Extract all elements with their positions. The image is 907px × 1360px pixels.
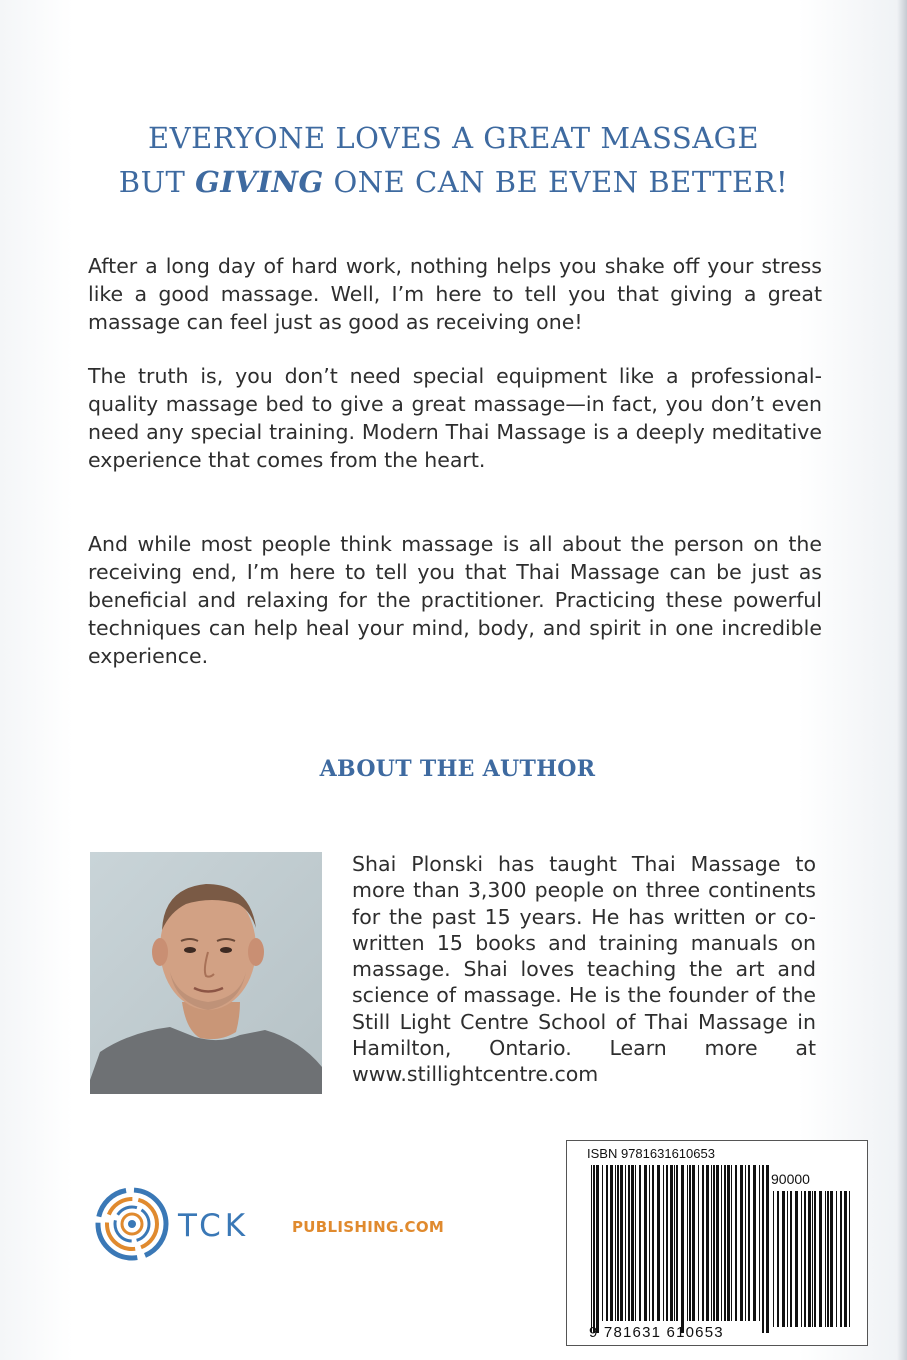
barcode-bar xyxy=(735,1165,737,1321)
author-photo xyxy=(90,852,322,1094)
barcode-bar xyxy=(596,1165,599,1333)
barcode-bar xyxy=(840,1191,842,1327)
barcode-bar xyxy=(657,1165,660,1321)
isbn-label: ISBN 9781631610653 xyxy=(587,1146,715,1161)
barcode-bar xyxy=(620,1165,623,1321)
barcode-bar xyxy=(827,1191,829,1327)
barcode-bar xyxy=(830,1191,833,1327)
barcode-bar xyxy=(795,1191,798,1327)
barcode-bar xyxy=(731,1165,732,1321)
barcode-bar xyxy=(790,1191,792,1327)
barcode-bar xyxy=(698,1165,699,1321)
barcode-bar xyxy=(716,1165,719,1321)
barcode-bar xyxy=(836,1191,837,1327)
spine-shadow xyxy=(897,0,907,1360)
barcode-bar xyxy=(663,1165,664,1321)
barcode-bar xyxy=(674,1165,675,1321)
headline-line-2-end: ONE CAN BE EVEN BETTER! xyxy=(323,165,789,199)
barcode-bar xyxy=(702,1165,704,1321)
barcode-bar xyxy=(631,1165,634,1321)
barcode-bar xyxy=(628,1165,630,1321)
barcode-bar xyxy=(745,1165,746,1321)
about-author-heading: ABOUT THE AUTHOR xyxy=(319,756,596,782)
headline-line-2 xyxy=(0,160,907,204)
price-code: 90000 xyxy=(771,1171,810,1187)
barcode-bar xyxy=(787,1191,788,1327)
barcode-bar xyxy=(812,1191,813,1327)
blurb-paragraph-3: And while most people think massage is all about the person on the receiving end, I’m here to tell you that Thai Massage can be just as beneficial and relaxing for the practitioner. Practicing these powerful techniques can help heal your mind, body, and spirit in one incredible experience. xyxy=(88,532,822,668)
barcode-bar xyxy=(670,1165,673,1321)
barcode-bar xyxy=(649,1165,650,1321)
barcode-bar xyxy=(666,1165,668,1321)
isbn-barcode xyxy=(566,1140,868,1346)
barcode-bar xyxy=(602,1165,603,1321)
barcode-bar xyxy=(606,1165,608,1321)
barcode-bar xyxy=(639,1165,641,1321)
barcode-bar xyxy=(593,1165,595,1333)
barcode-bar xyxy=(777,1191,779,1327)
barcode-bar xyxy=(808,1191,811,1327)
publisher-logo xyxy=(94,1186,474,1266)
barcode-bar xyxy=(819,1191,822,1327)
barcode-bar xyxy=(849,1191,850,1327)
barcode-bar xyxy=(706,1165,709,1321)
barcode-bar xyxy=(801,1191,802,1327)
barcode-bar xyxy=(676,1165,678,1321)
barcode-bar xyxy=(610,1165,613,1321)
barcode-bar xyxy=(644,1165,647,1321)
barcode-bar xyxy=(687,1165,688,1321)
barcode-bar xyxy=(740,1165,743,1321)
headline-line-1: EVERYONE LOVES A GREAT MASSAGE xyxy=(147,121,759,155)
barcode-bar xyxy=(804,1191,806,1327)
logo-suffix: PUBLISHING.COM xyxy=(292,1218,445,1236)
barcode-bar xyxy=(617,1165,619,1321)
barcode-bar xyxy=(713,1165,715,1321)
barcode-bar xyxy=(762,1165,764,1333)
barcode-bar xyxy=(748,1165,750,1321)
barcode-bar xyxy=(814,1191,816,1327)
barcode-bar xyxy=(692,1165,695,1321)
barcode-bar xyxy=(635,1165,636,1321)
barcode-bar xyxy=(766,1165,769,1333)
barcode-bar xyxy=(625,1165,626,1321)
barcode-bar xyxy=(782,1191,785,1327)
barcode-bar xyxy=(652,1165,654,1321)
barcode-bar xyxy=(773,1191,774,1327)
spiral-logo-icon xyxy=(94,1186,170,1262)
barcode-bar xyxy=(711,1165,712,1321)
headline-line-2-start: BUT xyxy=(118,165,196,199)
barcode-bar xyxy=(727,1165,730,1321)
author-bio: Shai Plonski has taught Thai Massage to more than 3,300 people on three continents for the past 15 years. He has written or co-written 15 books and training manuals on massage. Shai loves teaching the art and science of massage. He is the founder of the Still Light Centre School of Thai Massage in Hamilton, Ontario. Learn more at www.stillightcentre.com xyxy=(352,852,816,1087)
barcode-bar xyxy=(681,1165,684,1333)
barcode-bars-addon xyxy=(773,1191,853,1327)
blurb-paragraph-2: The truth is, you don’t need special equipment like a professional-quality massage bed to give a great massage—in fact, you don’t even need any special training. Modern Thai Massage is a deeply meditative experience that comes from the heart. xyxy=(88,364,822,472)
logo-letters: TCK xyxy=(178,1208,250,1244)
headline-emphasis: GIVING xyxy=(195,165,324,199)
barcode-bar xyxy=(753,1165,756,1321)
isbn-digits: 9 781631 610653 xyxy=(589,1324,724,1341)
barcode-bars-main xyxy=(591,1165,769,1333)
back-cover-headline xyxy=(0,116,907,204)
barcode-bar xyxy=(615,1165,616,1321)
barcode-bar xyxy=(825,1191,826,1327)
barcode-bar xyxy=(591,1165,592,1333)
barcode-bar xyxy=(759,1165,760,1321)
barcode-bar xyxy=(689,1165,691,1321)
barcode-bar xyxy=(724,1165,726,1321)
barcode-bar xyxy=(721,1165,722,1321)
blurb-paragraph-1: After a long day of hard work, nothing helps you shake off your stress like a good massage. Well, I’m here to tell you that giving a great massage can feel just as good as receiving one! xyxy=(88,254,822,334)
barcode-bar xyxy=(844,1191,847,1327)
